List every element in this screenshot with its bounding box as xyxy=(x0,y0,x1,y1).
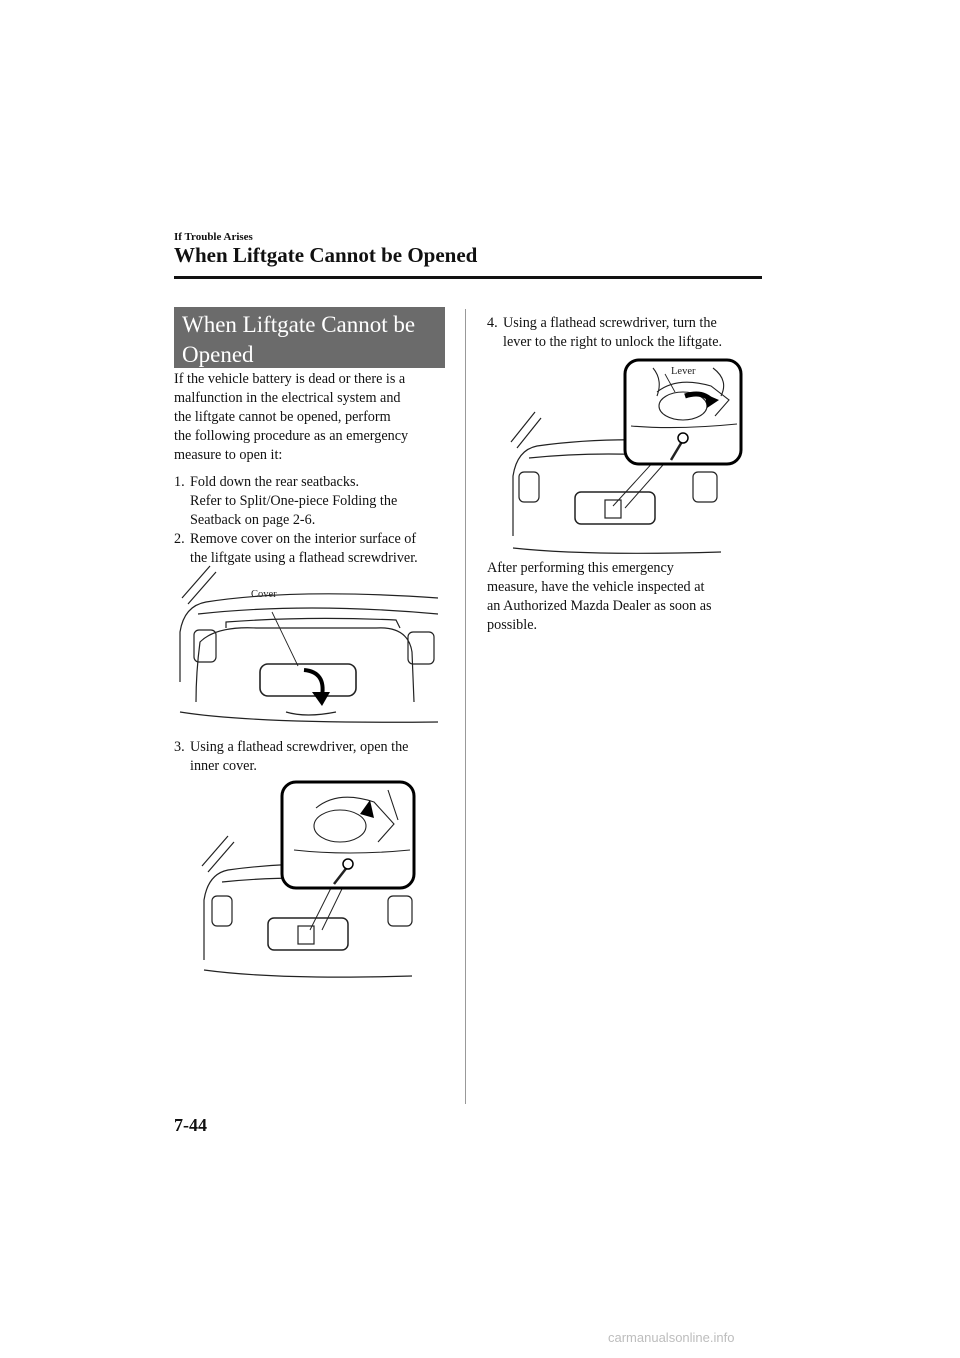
inset-panel xyxy=(282,782,414,888)
section-heading-line1: When Liftgate Cannot be xyxy=(182,312,416,337)
intro-line: the following procedure as an emergency xyxy=(174,428,409,444)
closing-line: After performing this emergency xyxy=(487,560,674,576)
figure-lever xyxy=(507,356,747,556)
liftgate-cover-illustration xyxy=(176,562,446,730)
cover-label: Cover xyxy=(251,589,277,600)
step-line: Seatback on page 2-6. xyxy=(190,512,316,528)
page-title: When Liftgate Cannot be Opened xyxy=(174,243,478,267)
intro-paragraph xyxy=(174,370,454,465)
step-4 xyxy=(487,314,777,352)
closing-paragraph xyxy=(487,559,777,635)
inner-cover-illustration xyxy=(198,780,448,980)
intro-line: the liftgate cannot be opened, perform xyxy=(174,409,391,425)
section-heading-line2: Opened xyxy=(182,342,254,367)
watermark: carmanualsonline.info xyxy=(608,1330,735,1345)
lever-illustration xyxy=(507,356,747,556)
step-number: 3. xyxy=(174,739,185,755)
intro-line: If the vehicle battery is dead or there is a xyxy=(174,371,406,387)
step-number: 4. xyxy=(487,315,498,331)
step-line: inner cover. xyxy=(190,758,257,774)
step-line: lever to the right to unlock the liftgate. xyxy=(503,334,723,350)
column-divider xyxy=(465,309,466,1104)
section-label: If Trouble Arises xyxy=(174,231,253,243)
figure-cover-removal xyxy=(176,562,446,730)
step-line: Using a flathead screwdriver, turn the xyxy=(503,315,717,331)
step-number: 1. xyxy=(174,474,185,490)
figure-inner-cover xyxy=(198,780,448,980)
step-line: Refer to Split/One-piece Folding the xyxy=(190,493,398,509)
intro-line: malfunction in the electrical system and xyxy=(174,390,401,406)
intro-line: measure to open it: xyxy=(174,447,283,463)
section-heading xyxy=(174,307,445,368)
step-line: Fold down the rear seatbacks. xyxy=(190,474,360,490)
closing-line: measure, have the vehicle inspected at xyxy=(487,579,705,595)
step-3 xyxy=(174,738,459,776)
step-number: 2. xyxy=(174,531,185,547)
lever-label: Lever xyxy=(671,366,696,377)
closing-line: possible. xyxy=(487,617,538,633)
step-line: Using a flathead screwdriver, open the xyxy=(190,739,409,755)
page-number: 7-44 xyxy=(174,1115,207,1135)
title-rule xyxy=(174,276,762,279)
step-line: the liftgate using a flathead screwdriver. xyxy=(190,550,418,566)
step-1 xyxy=(174,473,459,530)
step-line: Remove cover on the interior surface of xyxy=(190,531,417,547)
closing-line: an Authorized Mazda Dealer as soon as xyxy=(487,598,712,614)
